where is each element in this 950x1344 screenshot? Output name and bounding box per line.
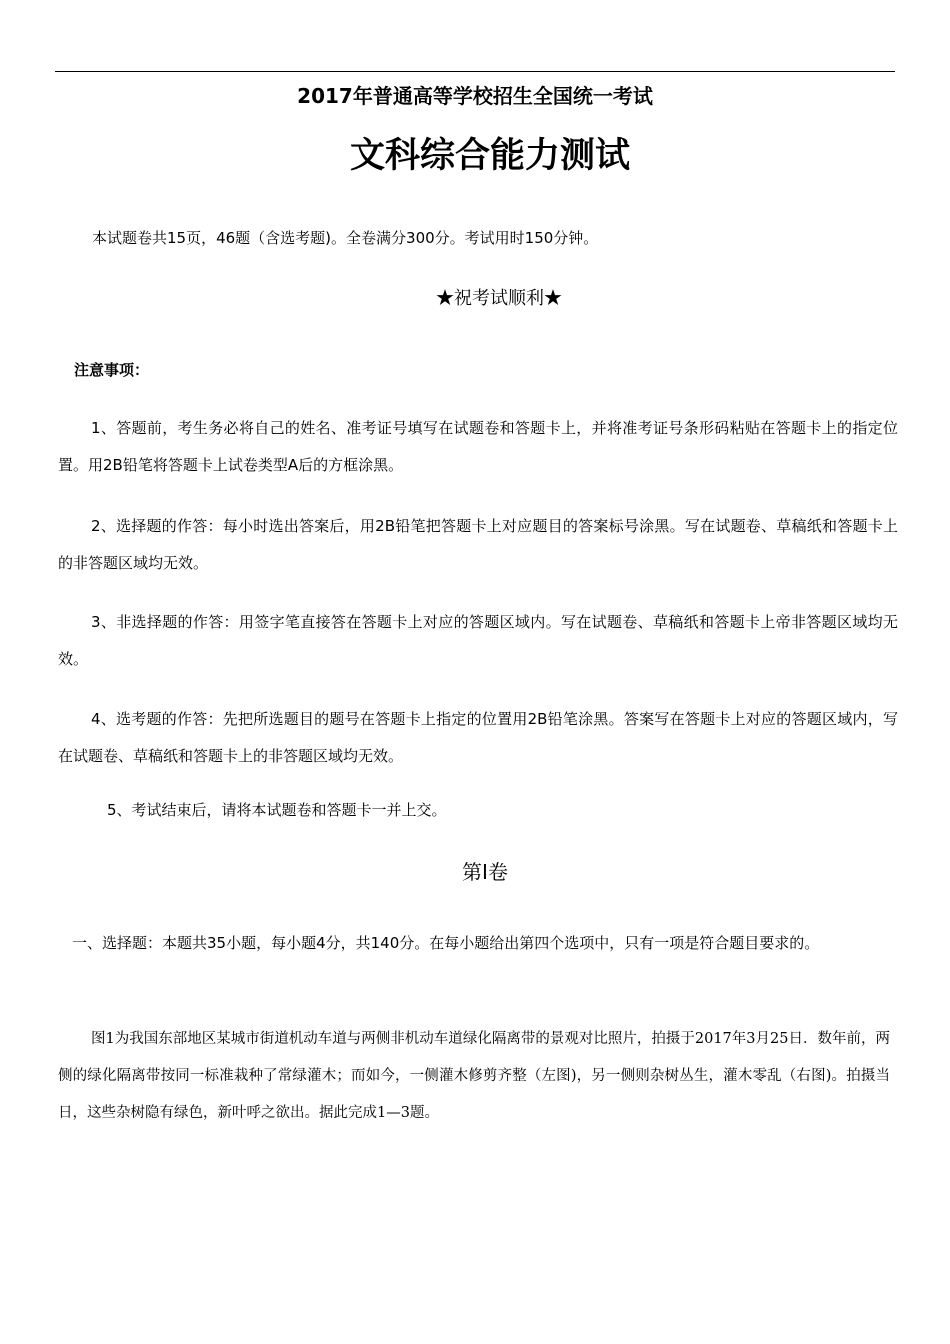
good-luck-banner: ★祝考试顺利★ — [436, 288, 562, 309]
question-intro-paragraph: 图1为我国东部地区某城市街道机动车道与两侧非机动车道绿化隔离带的景观对比照片，拍摄于2017年3月25日．数年前，两侧的绿化隔离带按同一标准栽种了常绿灌木；而如今，一侧灌木修剪齐整（左图)，另一侧则杂树丛生，灌木零乱（右图)。拍摄当日，这些杂树隐有绿色，新叶呼之欲出。据此完成1—3题。 — [58, 1031, 890, 1121]
notice-item-5: 5、考试结束后，请将本试题卷和答题卡一并上交。 — [107, 801, 447, 819]
notice-heading: 注意事项： — [74, 361, 150, 379]
section-instructions: 一、选择题：本题共35小题，每小题4分，共140分。在每小题给出第四个选项中，只有一项是符合题目要求的。 — [72, 934, 820, 952]
notice-item-1: 1、答题前，考生务必将自己的姓名、准考证号填写在试题卷和答题卡上，并将准考证号条形码粘贴在答题卡上的指定位置。用2B铅笔将答题卡上试卷类型A后的方框涂黑。 — [58, 419, 898, 474]
exam-intro: 本试题卷共15页，46题（含选考题)。全卷满分300分。考试用时150分钟。 — [92, 229, 599, 247]
header-rule — [55, 71, 895, 72]
exam-main-title: 文科综合能力测试 — [349, 136, 630, 176]
notice-item-2: 2、选择题的作答：每小时选出答案后，用2B铅笔把答题卡上对应题目的答案标号涂黑。写在试题卷、草稿纸和答题卡上的非答题区域均无效。 — [58, 517, 898, 572]
volume-title: 第Ⅰ卷 — [462, 860, 508, 884]
exam-year-title: 2017年普通高等学校招生全国统一考试 — [297, 84, 653, 108]
notice-item-4: 4、选考题的作答：先把所选题目的题号在答题卡上指定的位置用2B铅笔涂黑。答案写在答题卡上对应的答题区域内，写在试题卷、草稿纸和答题卡上的非答题区域均无效。 — [58, 710, 898, 765]
notice-item-3: 3、非选择题的作答：用签字笔直接答在答题卡上对应的答题区域内。写在试题卷、草稿纸和答题卡上帝非答题区域均无效。 — [58, 613, 898, 668]
